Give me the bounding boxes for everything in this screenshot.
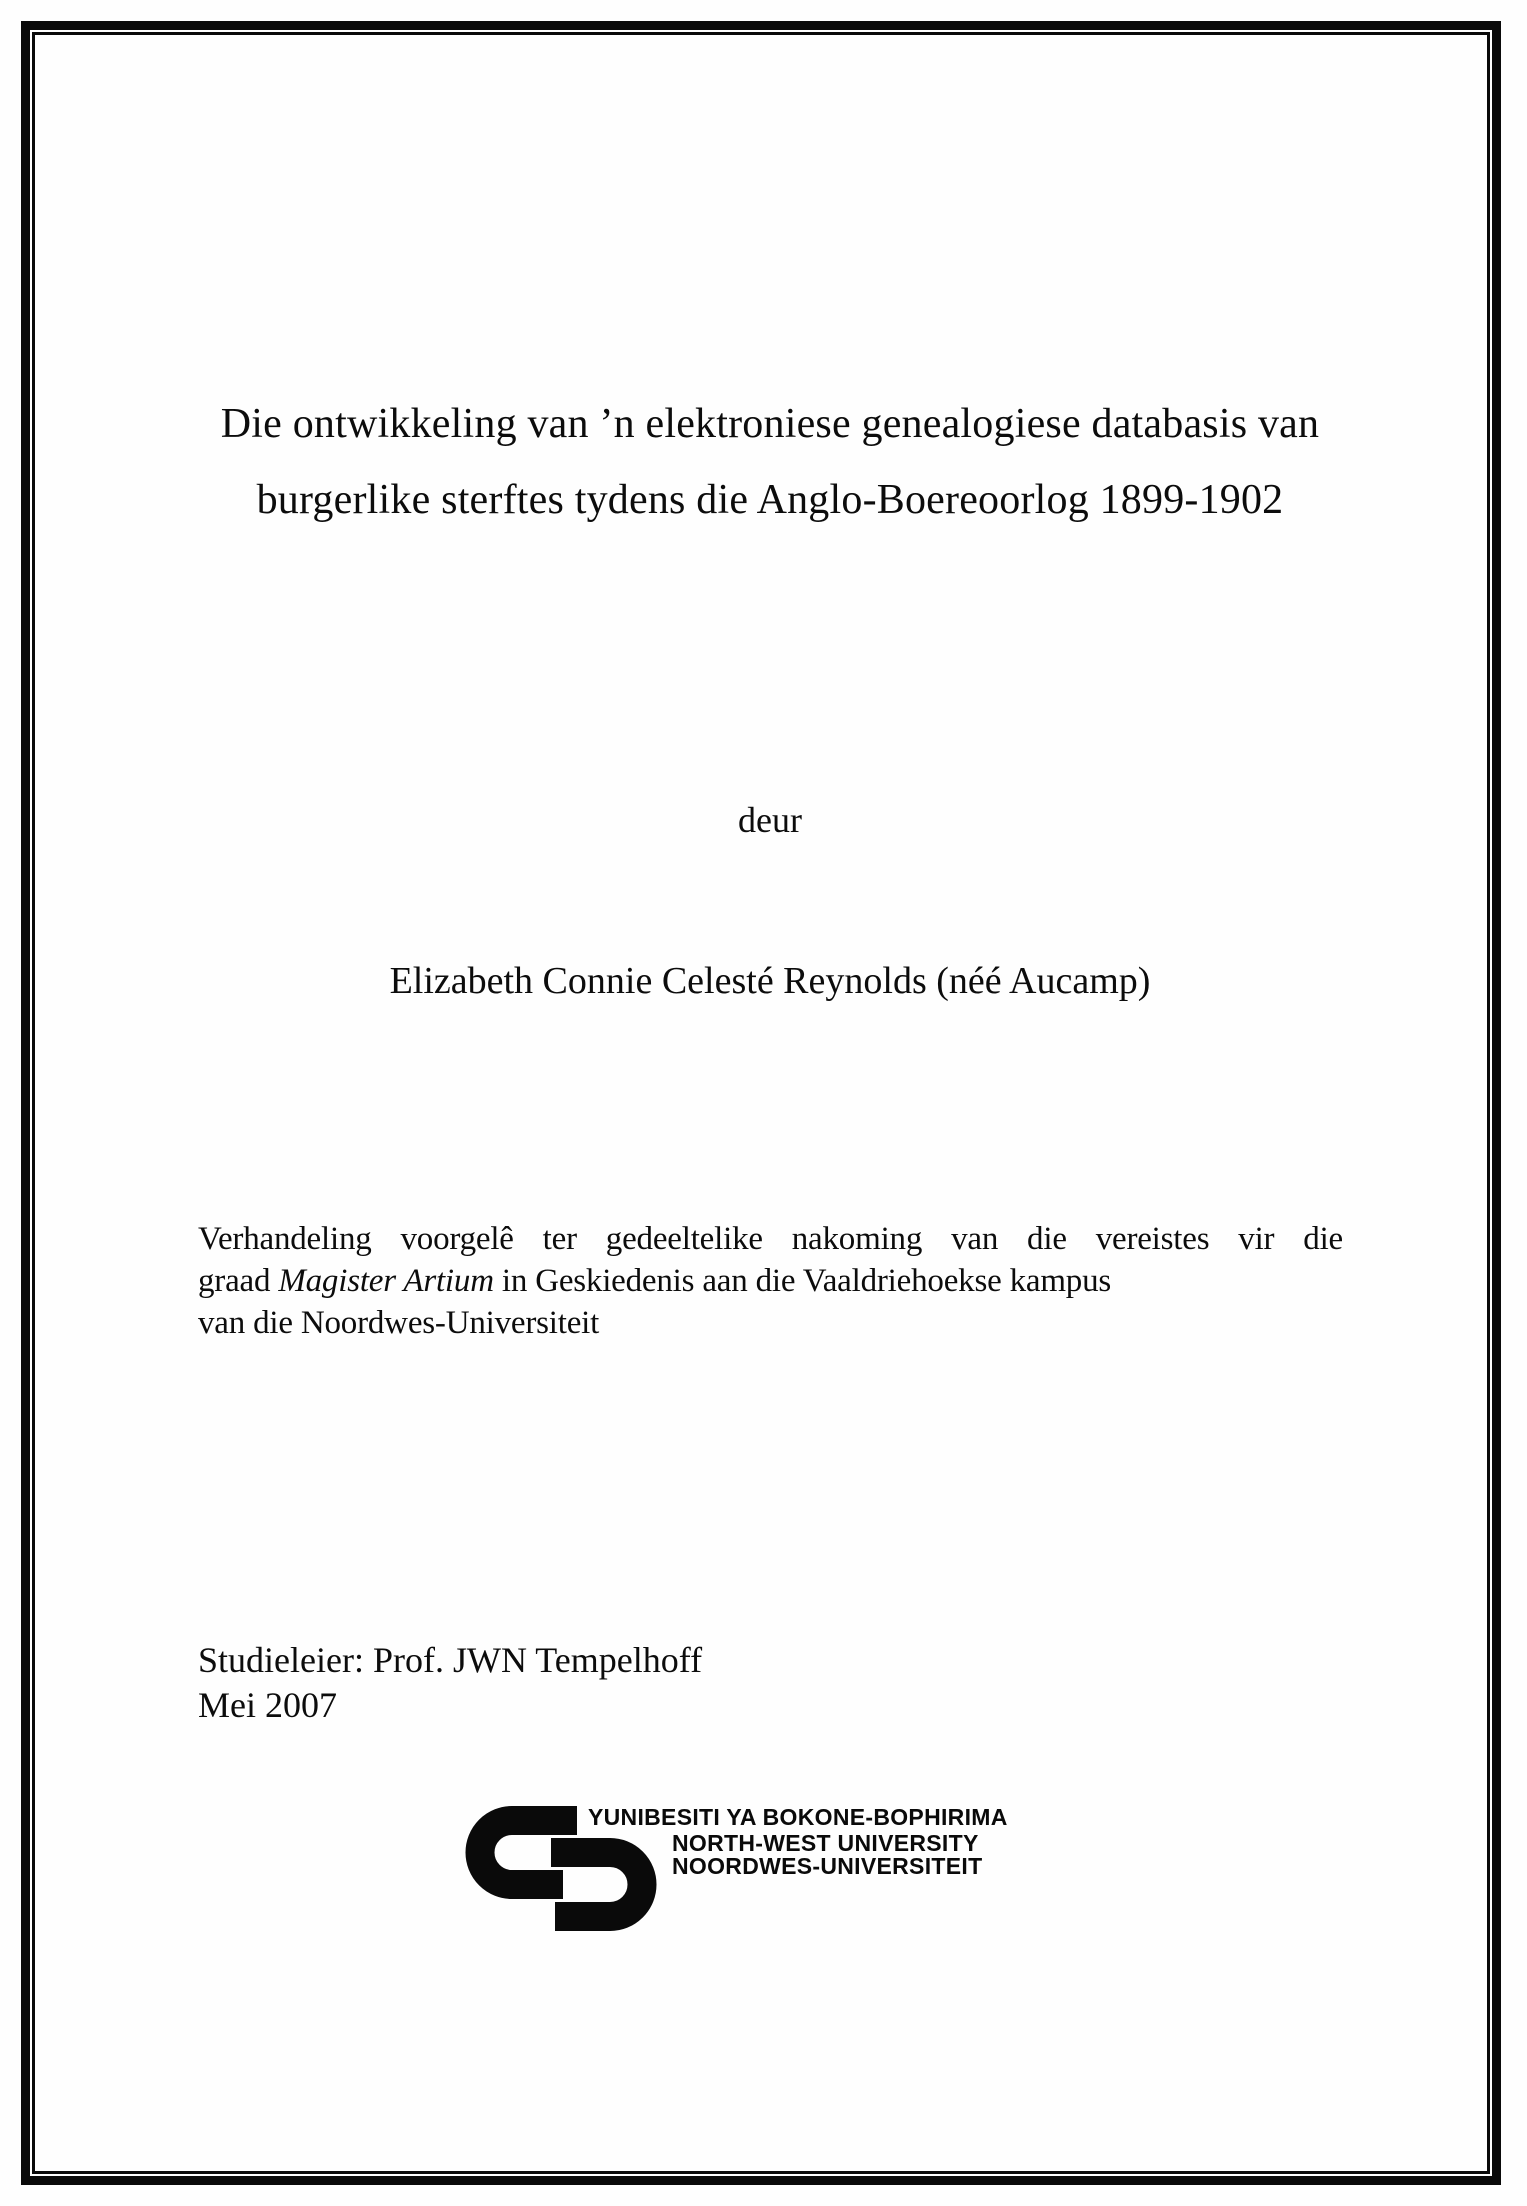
degree-statement-line3: van die Noordwes-Universiteit (198, 1305, 600, 1341)
thesis-title-line1: Die ontwikkeling van ’n elektroniese genealogiese databasis van (220, 401, 1320, 447)
author-name: Elizabeth Connie Celesté Reynolds (néé Aucamp) (389, 960, 1151, 1002)
degree-name-italic: Magister Artium (278, 1263, 494, 1299)
logo-text-setswana: YUNIBESITI YA BOKONE-BOPHIRIMA (588, 1804, 1008, 1830)
logo-text-afrikaans: NOORDWES-UNIVERSITEIT (672, 1853, 983, 1879)
byline-label: deur (738, 800, 802, 840)
date-line: Mei 2007 (198, 1685, 337, 1725)
degree-statement-line2-suffix: in Geskiedenis aan die Vaaldriehoekse kampus (493, 1263, 1112, 1299)
degree-statement-line2-prefix: graad (198, 1263, 279, 1299)
supervisor-line: Studieleier: Prof. JWN Tempelhoff (198, 1640, 703, 1680)
logo-text-english: NORTH-WEST UNIVERSITY (672, 1830, 979, 1856)
degree-statement (198, 1218, 1343, 1344)
thesis-title (40, 386, 1500, 538)
supervisor-block (198, 1638, 702, 1728)
thesis-title-line2: burgerlike sterftes tydens die Anglo-Boereoorlog 1899-1902 (256, 477, 1284, 523)
degree-statement-line2 (198, 1260, 1343, 1302)
degree-statement-line1: Verhandeling voorgelê ter gedeeltelike nakoming van die vereistes vir die (198, 1221, 1343, 1257)
